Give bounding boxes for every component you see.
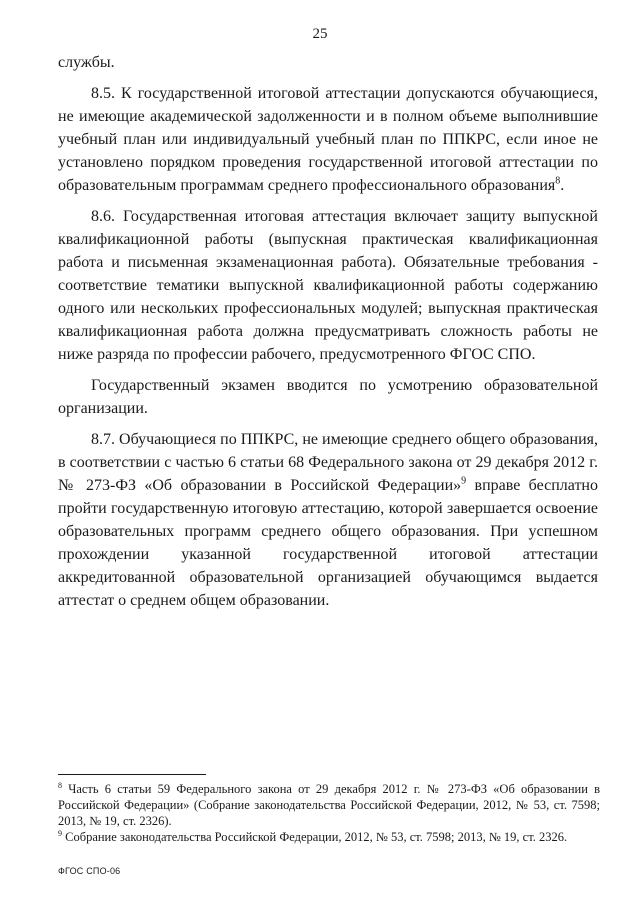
paragraph-8-7-text-b: вправе бесплатно пройти государственную итоговую аттестацию, которой завершается освоение образовательных программ среднего общего образования. При успешном прохождении указанной государственной итоговой аттестации аккредитованной образовательной организацией обучающимся выдается аттестат о среднем общем образовании.	[58, 477, 598, 609]
paragraph-8-5-text: 8.5. К государственной итоговой аттестации допускаются обучающиеся, не имеющие академической задолженности и в полном объеме выполнившие учебный план или индивидуальный учебный план по ППКРС, если иное не установлено порядком проведения государственной итоговой аттестации по образовательным программам среднего профессионального образования	[58, 85, 598, 194]
paragraph-continuation: службы.	[58, 54, 115, 71]
page-number: 25	[312, 26, 328, 42]
paragraph-8-6: 8.6. Государственная итоговая аттестация включает защиту выпускной квалификационной работы (выпускная практическая квалификационная работа и письменная экзаменационная работа). Обязательные требования - соответствие тематики выпускной квалификационной работы содержанию одного или нескольких профессиональных модулей; выпускная практическая квалификационная работа должна предусматривать сложность работы не ниже разряда по профессии рабочего, предусмотренного ФГОС СПО.	[58, 208, 598, 363]
footnote-8-text: Часть 6 статьи 59 Федерального закона от 29 декабря 2012 г. № 273-ФЗ «Об образовании в Российской Федерации» (Собрание законодательства Российской Федерации, 2012, № 53, ст. 7598; 2013, № 19, ст. 2326).	[58, 782, 600, 828]
paragraph-state-exam: Государственный экзамен вводится по усмотрению образовательной организации.	[58, 377, 598, 417]
footnote-9-text: Собрание законодательства Российской Федерации, 2012, № 53, ст. 7598; 2013, № 19, ст. 2326.	[62, 830, 568, 844]
footnote-mark-9: 9	[58, 828, 62, 838]
footnote-mark-8: 8	[58, 780, 62, 790]
footnote-ref-8[interactable]: 8	[555, 175, 561, 187]
document-code: ФГОС СПО-06	[58, 866, 121, 876]
footnotes	[58, 781, 600, 845]
paragraph-8-5	[58, 82, 598, 197]
footnote-8	[58, 781, 600, 829]
footnote-separator	[58, 774, 206, 775]
paragraph-8-5-end: .	[560, 177, 565, 194]
paragraph-8-7	[58, 428, 598, 612]
footnote-9	[58, 829, 600, 845]
paragraph-8-7-text-a: 8.7. Обучающиеся по ППКРС, не имеющие среднего общего образования, в соответствии с частью 6 статьи 68 Федерального закона от 29 декабря 2012 г. № 273-ФЗ «Об образовании в Российской Федерации»	[58, 431, 598, 494]
document-body	[58, 51, 598, 620]
footnote-ref-9[interactable]: 9	[461, 475, 467, 487]
